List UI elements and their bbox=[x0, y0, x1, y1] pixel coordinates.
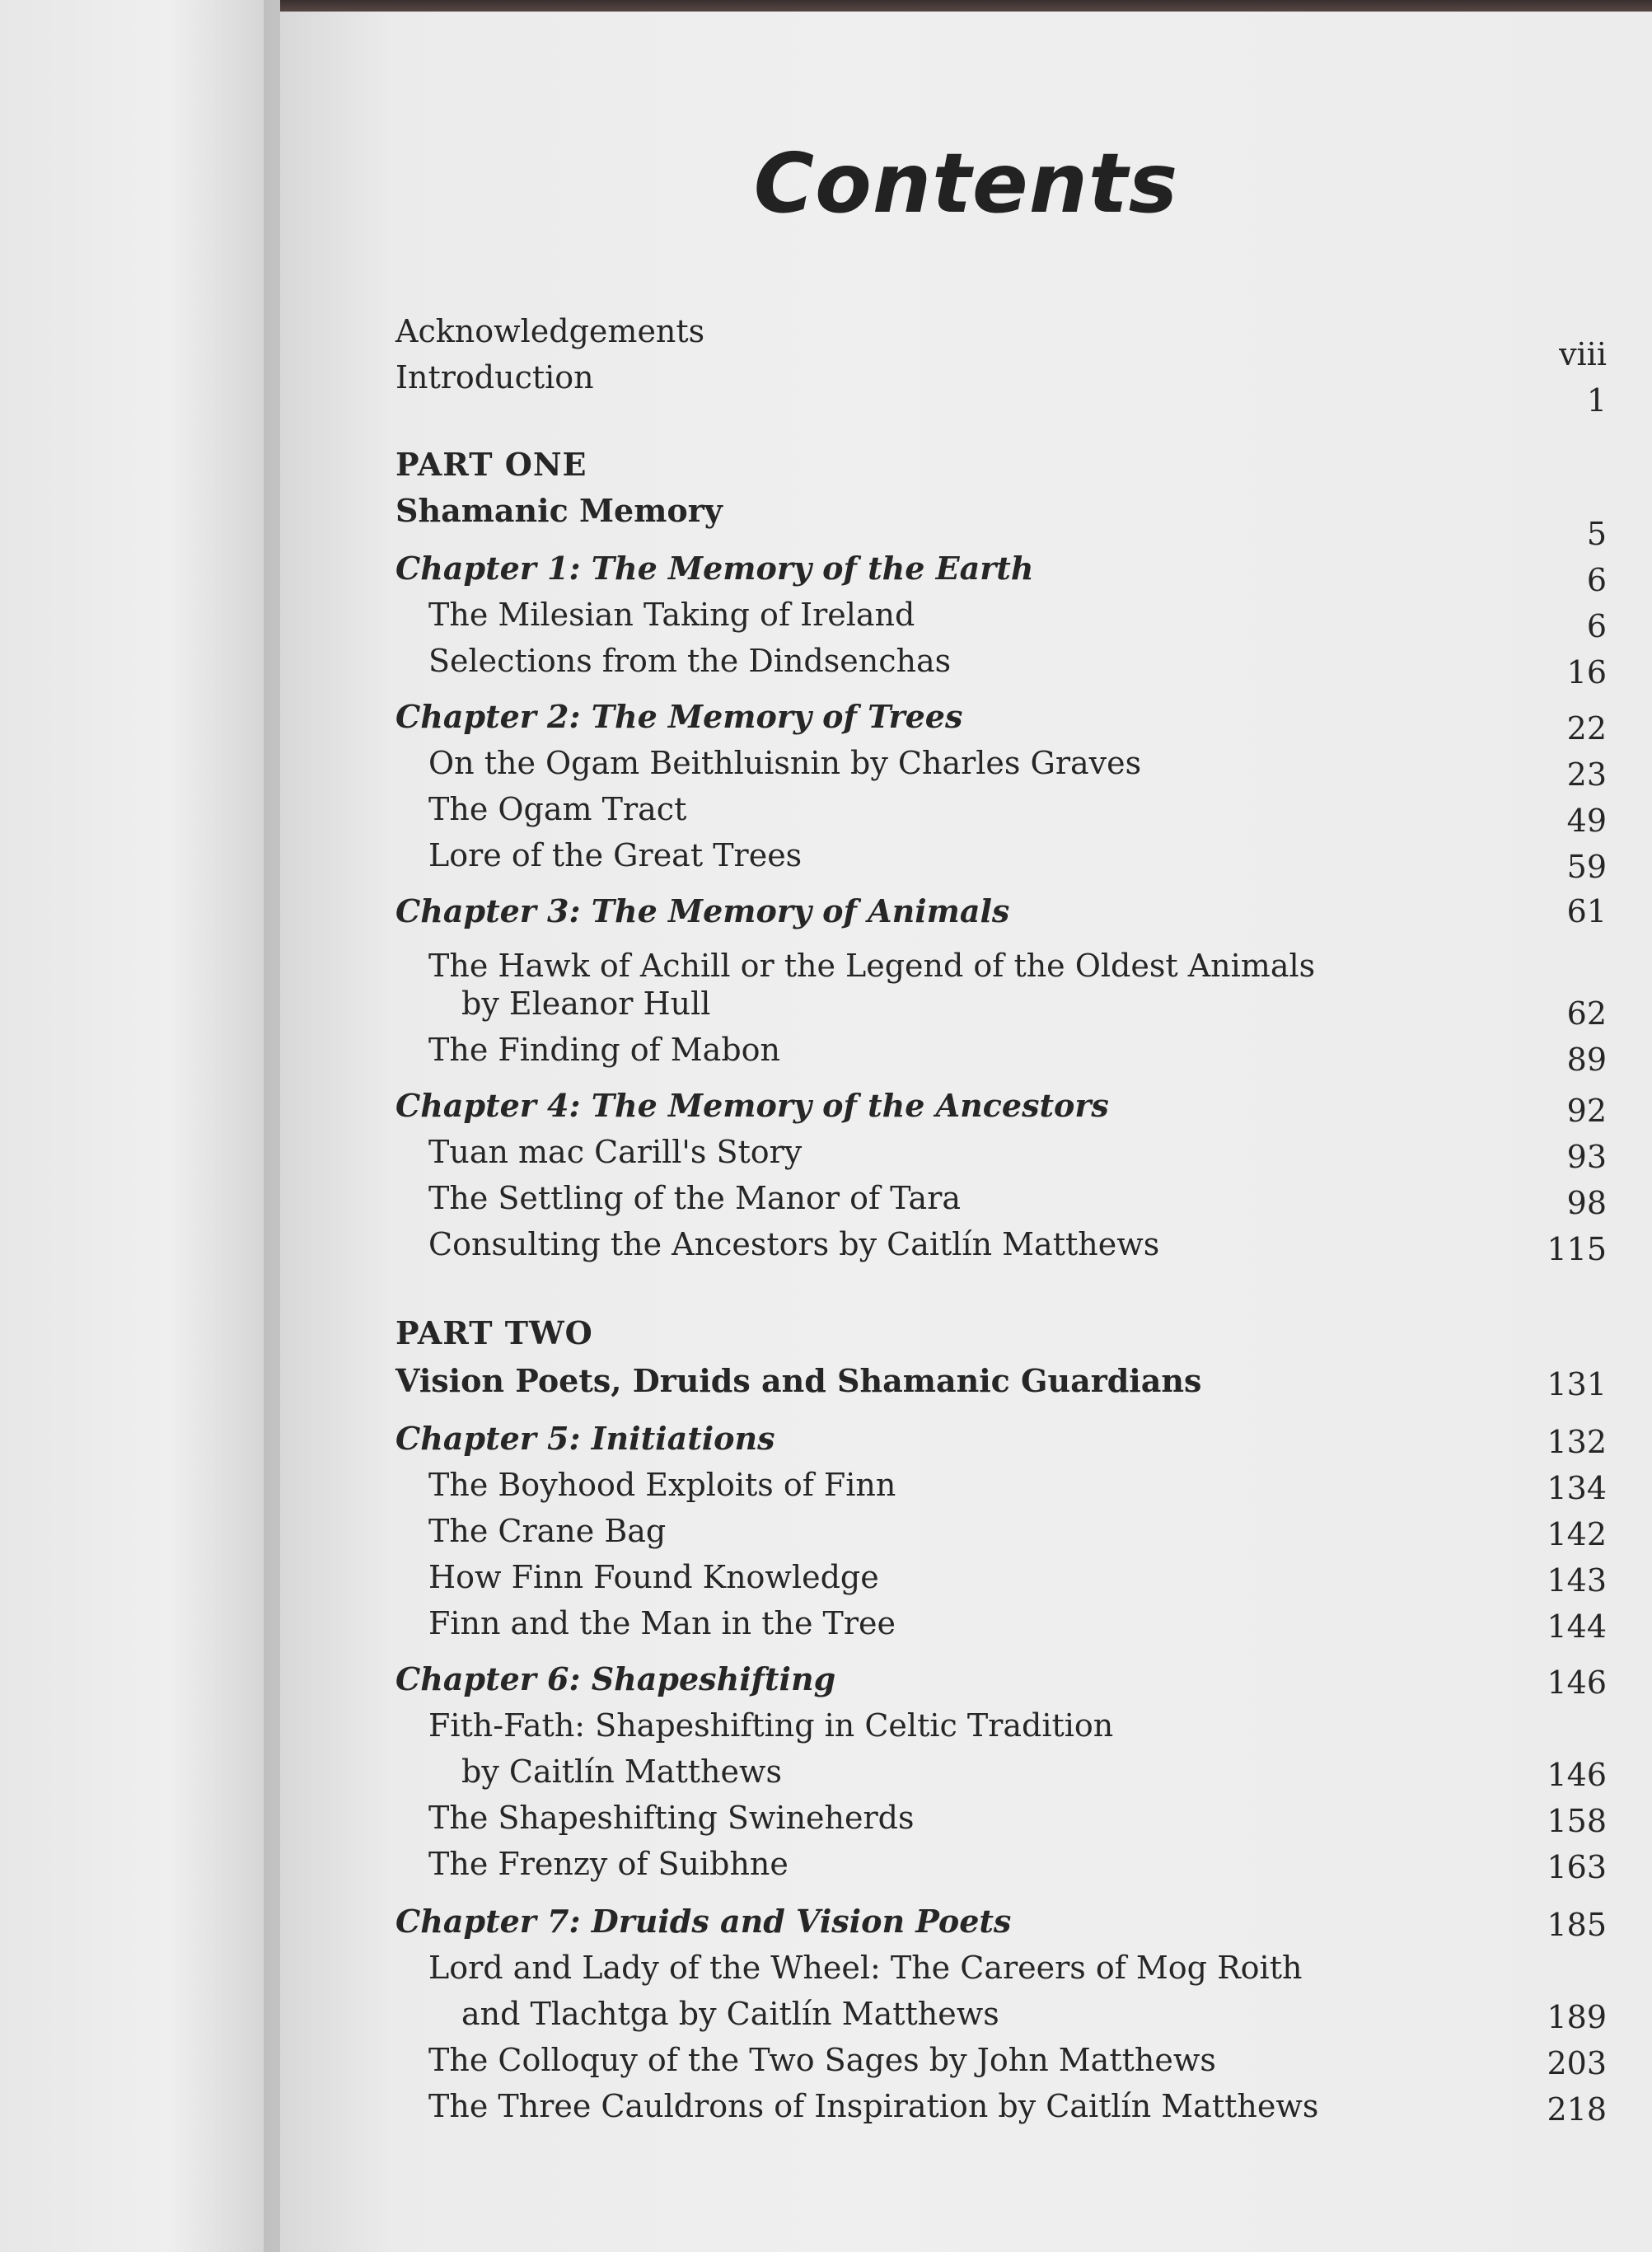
toc-entry bbox=[395, 832, 1607, 885]
toc-page-number: 115 bbox=[1547, 1231, 1607, 1267]
toc-page-number: 163 bbox=[1547, 1849, 1607, 1885]
toc-page-number: 218 bbox=[1547, 2091, 1607, 2128]
toc-entry bbox=[395, 786, 1607, 839]
toc-entry bbox=[395, 1600, 1607, 1646]
chapter-6-heading bbox=[395, 1656, 1607, 1702]
toc-entry-acknowledgements bbox=[395, 308, 1607, 372]
part-label: PART TWO bbox=[395, 1314, 593, 1351]
toc-entry bbox=[395, 2037, 1607, 2083]
chapter-title: Chapter 6: Shapeshifting bbox=[395, 1660, 836, 1697]
toc-entry-introduction bbox=[395, 354, 1607, 419]
chapter-7-heading bbox=[395, 1899, 1607, 1945]
toc-page-number: 144 bbox=[1547, 1608, 1607, 1645]
toc-page-number: viii bbox=[1559, 336, 1607, 372]
toc-entry bbox=[395, 1945, 1607, 1991]
section-title: Shamanic Memory bbox=[395, 492, 723, 529]
toc-entry-label: Consulting the Ancestors by Caitlín Matthews bbox=[428, 1226, 1160, 1262]
toc-page-number: 89 bbox=[1566, 1042, 1607, 1078]
toc-entry-label: Fith-Fath: Shapeshifting in Celtic Tradition bbox=[428, 1707, 1114, 1744]
toc-entry-label: by Eleanor Hull bbox=[461, 986, 711, 1022]
toc-entry bbox=[395, 1129, 1607, 1175]
chapter-5-heading bbox=[395, 1416, 1607, 1462]
part-two-heading bbox=[395, 1310, 1607, 1356]
chapter-1-heading bbox=[395, 545, 1607, 598]
toc-entry-label: The Settling of the Manor of Tara bbox=[428, 1180, 962, 1216]
toc-page-number: 1 bbox=[1586, 382, 1607, 419]
toc-entry-label: Selections from the Dindsenchas bbox=[428, 643, 952, 679]
toc-page-number: 62 bbox=[1566, 995, 1607, 1032]
part-one-section-title bbox=[395, 488, 1607, 552]
toc-page-number: 59 bbox=[1566, 849, 1607, 885]
toc-entry bbox=[395, 1554, 1607, 1600]
toc-page-number: 6 bbox=[1586, 608, 1607, 644]
toc-page-number: 6 bbox=[1586, 562, 1607, 598]
toc-page-number: 49 bbox=[1566, 803, 1607, 839]
toc-entry bbox=[395, 1221, 1607, 1267]
toc-page-number: 158 bbox=[1547, 1803, 1607, 1839]
toc-page-number: 22 bbox=[1566, 710, 1607, 747]
toc-entry bbox=[395, 2083, 1607, 2129]
toc-entry bbox=[395, 1508, 1607, 1554]
toc-entry-label: by Caitlín Matthews bbox=[461, 1753, 782, 1790]
toc-entry bbox=[395, 592, 1607, 644]
toc-entry bbox=[395, 1027, 1607, 1078]
contents-page bbox=[280, 12, 1652, 2252]
toc-entry-label: The Milesian Taking of Ireland bbox=[428, 597, 915, 633]
section-title: Vision Poets, Druids and Shamanic Guardians bbox=[395, 1362, 1202, 1399]
toc-page-number: 61 bbox=[1566, 893, 1607, 929]
part-label: PART ONE bbox=[395, 446, 587, 483]
facing-page bbox=[0, 0, 280, 2252]
toc-entry bbox=[395, 1462, 1607, 1508]
chapter-2-heading bbox=[395, 694, 1607, 747]
toc-page-number: 203 bbox=[1547, 2045, 1607, 2081]
chapter-3-heading bbox=[395, 888, 1607, 934]
toc-page-number: 98 bbox=[1566, 1185, 1607, 1221]
toc-page-number: 143 bbox=[1547, 1562, 1607, 1599]
toc-page-number: 132 bbox=[1547, 1424, 1607, 1460]
toc-entry-label: How Finn Found Knowledge bbox=[428, 1559, 879, 1595]
toc-entry bbox=[395, 1175, 1607, 1221]
toc-page-number: 146 bbox=[1547, 1664, 1607, 1701]
toc-entry bbox=[395, 638, 1607, 691]
toc-entry-continued bbox=[395, 981, 1607, 1032]
toc-entry-label: The Ogam Tract bbox=[428, 791, 687, 827]
toc-page-number: 16 bbox=[1566, 654, 1607, 691]
chapter-title: Chapter 2: The Memory of Trees bbox=[395, 698, 963, 735]
chapter-title: Chapter 4: The Memory of the Ancestors bbox=[395, 1087, 1109, 1124]
chapter-title: Chapter 1: The Memory of the Earth bbox=[395, 550, 1034, 587]
chapter-4-heading bbox=[395, 1083, 1607, 1129]
toc-entry-label: Tuan mac Carill's Story bbox=[428, 1134, 803, 1170]
toc-entry-label: The Boyhood Exploits of Finn bbox=[428, 1467, 896, 1503]
toc-entry-label: The Three Cauldrons of Inspiration by Caitlín Matthews bbox=[428, 2088, 1319, 2124]
toc-entry-label: Lore of the Great Trees bbox=[428, 837, 803, 873]
chapter-title: Chapter 3: The Memory of Animals bbox=[395, 892, 1010, 929]
toc-entry-label: Lord and Lady of the Wheel: The Careers of Mog Roith bbox=[428, 1950, 1303, 1986]
toc-entry bbox=[395, 1795, 1607, 1841]
toc-entry-label: The Frenzy of Suibhne bbox=[428, 1846, 789, 1882]
toc-entry bbox=[395, 1841, 1607, 1887]
toc-entry-label: The Crane Bag bbox=[428, 1513, 667, 1549]
chapter-title: Chapter 7: Druids and Vision Poets bbox=[395, 1903, 1012, 1940]
toc-page-number: 189 bbox=[1547, 1999, 1607, 2035]
toc-page-number: 131 bbox=[1547, 1366, 1607, 1402]
toc-entry-label: The Colloquy of the Two Sages by John Matthews bbox=[428, 2042, 1216, 2078]
toc-entry-label: Introduction bbox=[395, 359, 594, 396]
toc-entry-label: Finn and the Man in the Tree bbox=[428, 1605, 896, 1641]
toc-page-number: 5 bbox=[1586, 516, 1607, 552]
toc-entry-label: The Hawk of Achill or the Legend of the Oldest Animals bbox=[428, 948, 1316, 984]
toc-entry-continued bbox=[395, 1749, 1607, 1795]
toc-page-number: 92 bbox=[1566, 1093, 1607, 1129]
toc-page-number: 93 bbox=[1566, 1139, 1607, 1175]
toc-page-number: 134 bbox=[1547, 1470, 1607, 1506]
chapter-title: Chapter 5: Initiations bbox=[395, 1420, 775, 1457]
toc-entry-label: The Finding of Mabon bbox=[428, 1032, 780, 1068]
toc-entry bbox=[395, 740, 1607, 793]
toc-page-number: 185 bbox=[1547, 1907, 1607, 1943]
toc-entry-label: On the Ogam Beithluisnin by Charles Graves bbox=[428, 745, 1142, 781]
toc-entry-label: and Tlachtga by Caitlín Matthews bbox=[461, 1996, 999, 2032]
page-title: Contents bbox=[753, 135, 1179, 232]
part-one-heading bbox=[395, 442, 1607, 488]
toc-page-number: 142 bbox=[1547, 1516, 1607, 1552]
toc-entry-label: The Shapeshifting Swineherds bbox=[428, 1800, 915, 1836]
part-two-section-title bbox=[395, 1358, 1607, 1404]
toc-page-number: 146 bbox=[1547, 1757, 1607, 1793]
toc-entry bbox=[395, 1702, 1607, 1749]
toc-entry-label: Acknowledgements bbox=[395, 313, 705, 349]
toc-entry-continued bbox=[395, 1991, 1607, 2037]
toc-page-number: 23 bbox=[1566, 756, 1607, 793]
